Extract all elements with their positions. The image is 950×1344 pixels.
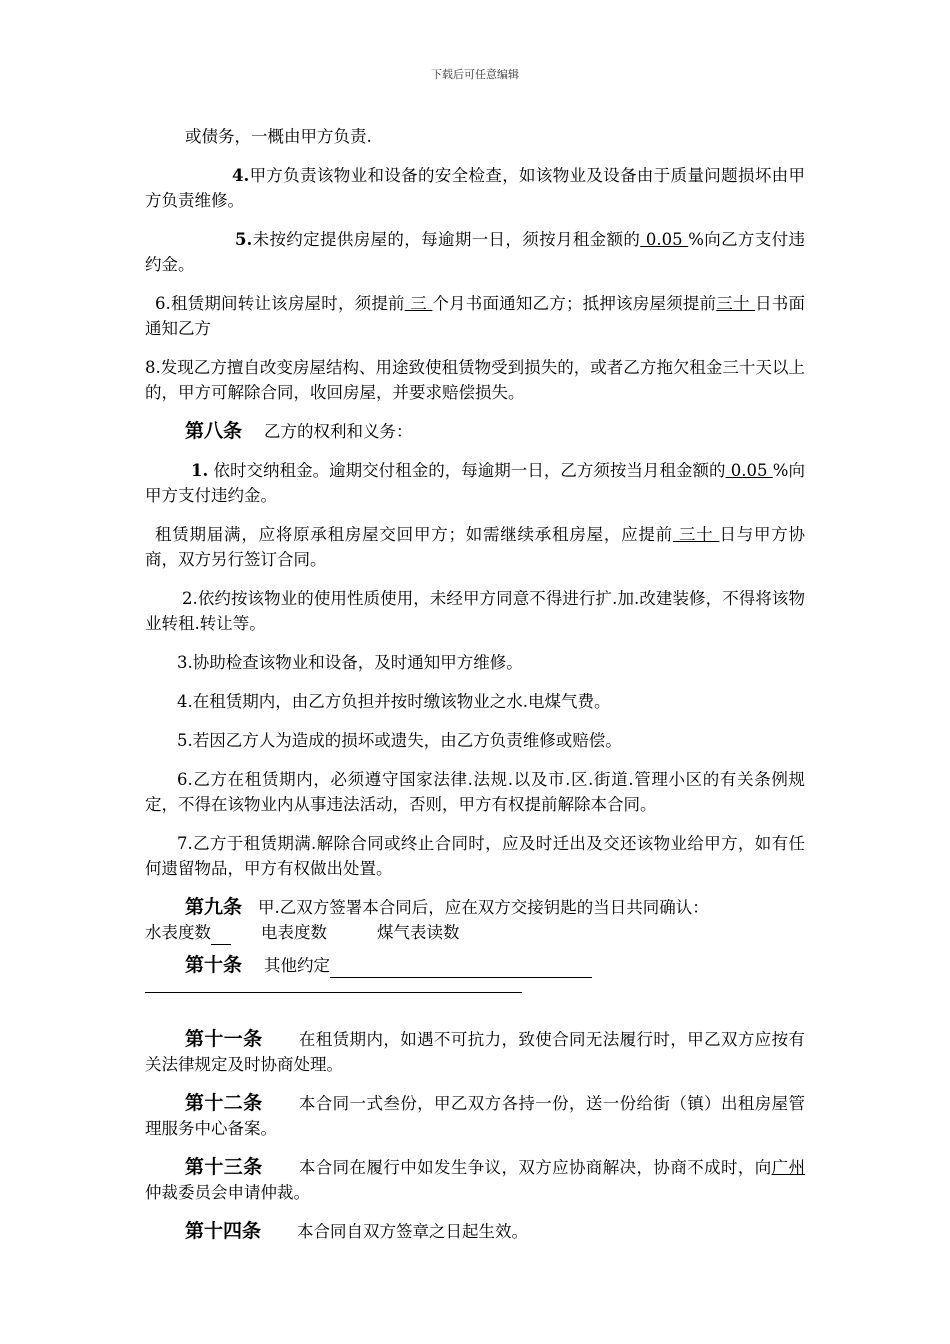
- article-11: 第十一条 在租赁期内，如遇不可抗力，致使合同无法履行时，甲乙双方应按有关法律规定及时协商处理。: [145, 1028, 805, 1074]
- clause-number: 5.: [235, 230, 253, 249]
- article-8: 第八条 乙方的权利和义务：: [185, 420, 413, 442]
- gas-meter-label: 煤气表读数: [377, 923, 460, 942]
- electric-meter-label: 电表度数: [261, 923, 327, 942]
- water-meter-blank: [211, 926, 231, 945]
- clause-lease-renewal: 租赁期届满，应将原承租房屋交回甲方；如需继续承租房屋，应提前 三十 日与甲方协商，双方另行签订合同。: [145, 525, 806, 569]
- clause-safety-check: 4.甲方负责该物业和设备的安全检查，如该物业及设备由于质量问题损坏由甲方负责维修。: [145, 166, 805, 210]
- transfer-months: 三: [404, 294, 433, 313]
- mortgage-days: 三十: [716, 294, 756, 313]
- contract-body: [145, 124, 805, 1258]
- clause-move-out: 7.乙方于租赁期满.解除合同或终止合同时，应及时迁出及交还该物业给甲方，如有任何遗留物品，甲方有权做出处置。: [145, 834, 805, 878]
- clause-utilities: 4.在租赁期内，由乙方负担并按时缴该物业之水.电煤气费。: [177, 692, 611, 711]
- water-meter-label: 水表度数: [145, 923, 211, 942]
- clause-inspection: 3.协助检查该物业和设备，及时通知甲方维修。: [177, 653, 523, 672]
- clause-late-delivery: 5.未按约定提供房屋的，每逾期一日，须按月租金额的 0.05 %向乙方支付违约金。: [145, 230, 805, 274]
- renewal-days: 三十: [672, 525, 720, 544]
- article-title: 第九条: [185, 896, 243, 918]
- clause-number: 1.: [191, 461, 209, 480]
- other-terms-blank: [330, 959, 592, 978]
- article-title: 第十二条: [185, 1092, 263, 1114]
- clause-compliance: 6.乙方在租赁期内，必须遵守国家法律.法规.以及市.区.街道.管理小区的有关条例规定，不得在该物业内从事违法活动，否则，甲方有权提前解除本合同。: [145, 770, 805, 814]
- clause-termination: 8.发现乙方擅自改变房屋结构、用途致使租赁物受到损失的，或者乙方拖欠租金三十天以上的，甲方可解除合同，收回房屋，并要求赔偿损失。: [145, 358, 805, 402]
- article-title: 第十四条: [185, 1220, 262, 1242]
- arbitration-city: 广州: [771, 1158, 805, 1177]
- penalty-rate: 0.05: [725, 461, 773, 480]
- article-title: 第十三条: [185, 1156, 263, 1178]
- clause-number: 4.: [232, 166, 250, 185]
- other-terms-blank-line: [145, 982, 522, 993]
- article-title: 第十一条: [185, 1028, 263, 1050]
- article-title: 第十条: [185, 954, 243, 976]
- clause-usage: 2.依约按该物业的使用性质使用，未经甲方同意不得进行扩.加.改建装修，不得将该物业转租.转让等。: [145, 589, 805, 633]
- article-title: 第八条: [185, 420, 243, 442]
- article-14: 第十四条 本合同自双方签章之日起生效。: [185, 1220, 529, 1242]
- article-10: 第十条 其他约定: [145, 953, 805, 978]
- penalty-rate: 0.05: [640, 230, 689, 249]
- article-12: 第十二条 本合同一式叁份，甲乙双方各持一份，送一份给街（镇）出租房屋管理服务中心备案。: [145, 1092, 805, 1138]
- article-13: 第十三条 本合同在履行中如发生争议，双方应协商解决，协商不成时，向广州仲裁委员会申请仲裁。: [145, 1156, 805, 1202]
- article-9: 第九条 甲.乙双方签署本合同后，应在双方交接钥匙的当日共同确认： 水表度数 电表度数 煤气表读数: [145, 895, 805, 945]
- page-header: 下载后可任意编辑: [431, 68, 519, 81]
- clause-transfer-notice: 6.租赁期间转让该房屋时，须提前 三 个月书面通知乙方；抵押该房屋须提前三十 日书面通知乙方: [145, 294, 806, 338]
- clause-rent-payment: 1. 依时交纳租金。逾期交付租金的，每逾期一日，乙方须按当月租金额的 0.05 %向甲方支付违约金。: [145, 461, 805, 505]
- clause-damage: 5.若因乙方人为造成的损坏或遗失，由乙方负责维修或赔偿。: [177, 731, 622, 750]
- paragraph-debts: 或债务，一概由甲方负责.: [185, 127, 372, 146]
